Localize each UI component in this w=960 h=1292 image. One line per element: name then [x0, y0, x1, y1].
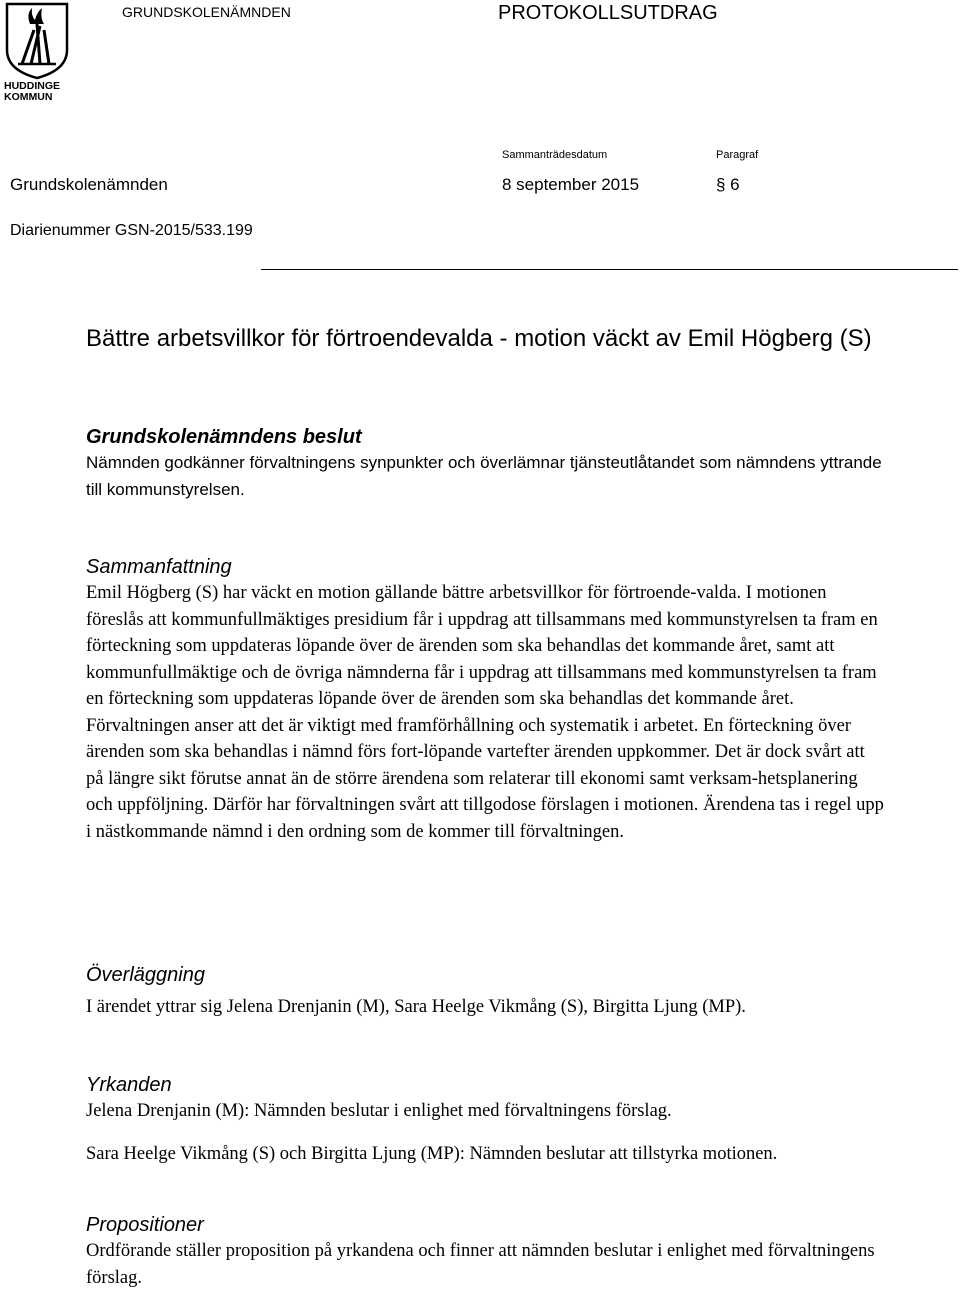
heading-overlaggning: Överläggning	[86, 964, 205, 986]
paragraph-label: Paragraf	[716, 149, 759, 161]
logo-line-1: HUDDINGE	[4, 80, 61, 92]
page-title: Bättre arbetsvillkor för förtroendevalda - motion väckt av Emil Högberg (S)	[86, 325, 872, 352]
heading-propositioner: Propositioner	[86, 1214, 204, 1236]
coat-of-arms-icon	[4, 2, 70, 80]
yrkanden-paragraph-2: Sara Heelge Vikmång (S) och Birgitta Ljung (MP): Nämnden beslutar att tillstyrka motionen.	[86, 1143, 778, 1164]
overlaggning-text: I ärendet yttrar sig Jelena Drenjanin (M), Sara Heelge Vikmång (S), Birgitta Ljung (MP).	[86, 997, 746, 1017]
meeting-date-label: Sammanträdesdatum	[502, 149, 608, 161]
beslut-text: Nämnden godkänner förvaltningens synpunkter och överlämnar tjänsteutlåtandet som nämndens yttrande till kommunstyrelsen.	[86, 453, 882, 499]
heading-beslut: Grundskolenämndens beslut	[86, 426, 362, 448]
committee-name: GRUNDSKOLENÄMNDEN	[122, 4, 291, 20]
sammanfattning-paragraph-1: Emil Högberg (S) har väckt en motion gällande bättre arbetsvillkor för förtroende-valda. I motionen föreslås att kommunfullmäktiges presidium får i uppdrag att tillsammans med kommunstyrelsen ta fram en förteckning som uppdateras löpande över de ärenden som ska behandlas det kommande året, samt att kommunfullmäktige och de övriga nämnderna får i uppdrag att tillsammans med kommunstyrelsen ta fram en förteckning som uppdateras löpande över de ärenden som ska behandlas det kommande året.	[86, 583, 878, 709]
body-name: Grundskolenämnden	[10, 175, 168, 194]
section-propositioner	[86, 1212, 886, 1291]
heading-yrkanden: Yrkanden	[86, 1074, 172, 1096]
huddinge-logo	[4, 2, 70, 108]
propositioner-text: Ordförande ställer proposition på yrkandena och finner att nämnden beslutar i enlighet med förvaltningens förslag.	[86, 1241, 875, 1288]
logo-line-2: KOMMUN	[4, 91, 53, 103]
diarie-number: Diarienummer GSN-2015/533.199	[10, 222, 253, 239]
yrkanden-paragraph-1: Jelena Drenjanin (M): Nämnden beslutar i enlighet med förvaltningens förslag.	[86, 1101, 672, 1121]
sammanfattning-paragraph-2: Förvaltningen anser att det är viktigt med framförhållning och systematik i arbetet. En förteckning över ärenden som ska behandlas i nämnd förs fort-löpande vartefter ärenden uppkommer. Det är dock svårt att på längre sikt förutse annat än de större ärendena som relaterar till ekonomi samt verksam-hetsplanering och uppföljning. Därför har förvaltningen svårt att tillgodose förslagen i motionen. Ärendena tas i regel upp i nästkommande nämnd i den ordning som de kommer till förvaltningen.	[86, 715, 884, 842]
meeting-date: 8 september 2015	[502, 175, 640, 194]
paragraph-number: § 6	[716, 175, 740, 194]
document-type: PROTOKOLLSUTDRAG	[498, 2, 718, 24]
header-divider	[261, 269, 958, 270]
heading-sammanfattning: Sammanfattning	[86, 556, 232, 578]
section-yrkanden	[86, 1072, 886, 1167]
section-beslut	[86, 424, 886, 503]
section-sammanfattning	[86, 554, 886, 845]
section-overlaggning	[86, 962, 886, 1021]
